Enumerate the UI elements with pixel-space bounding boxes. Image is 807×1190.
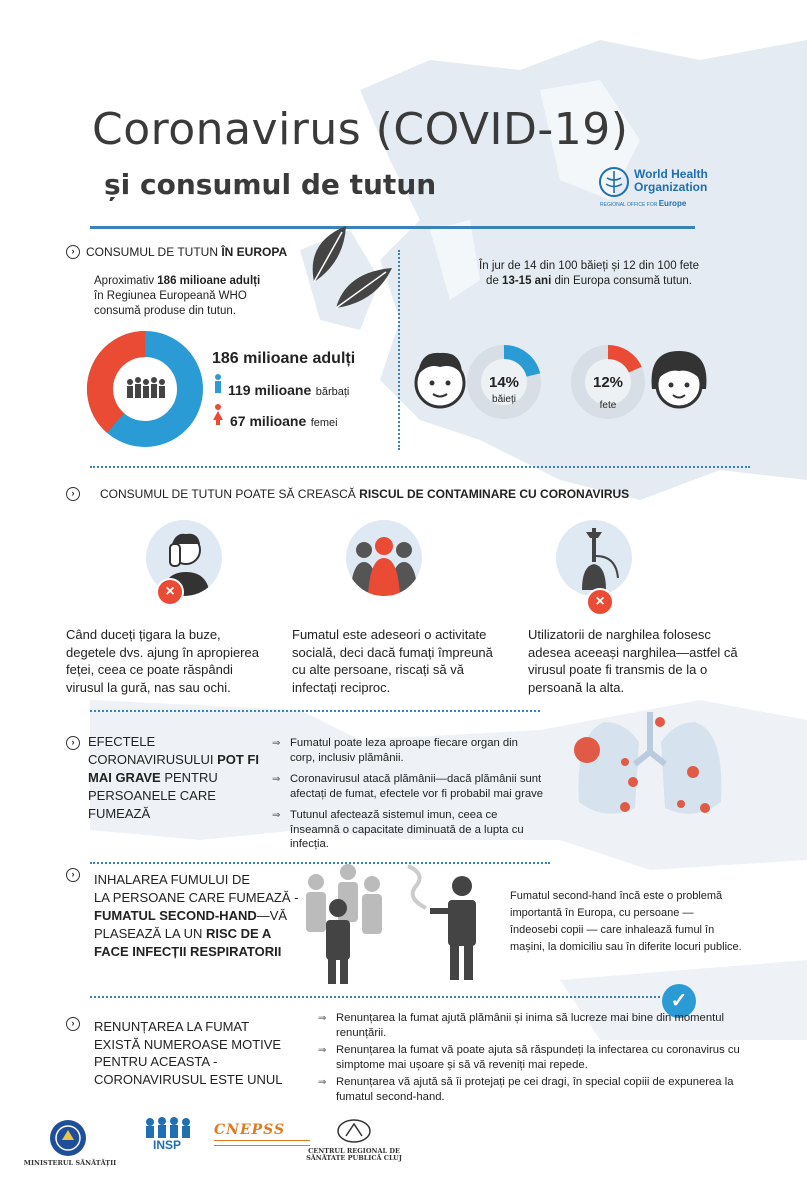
cnepss-logo bbox=[214, 1122, 310, 1146]
checkmark-icon: ✓ bbox=[662, 984, 696, 1018]
ministry-label: MINISTERUL SĂNĂTĂȚII bbox=[23, 1159, 117, 1167]
men-stat: 119 milioane bărbați bbox=[228, 382, 350, 398]
chevron-right-icon: › bbox=[66, 736, 80, 750]
social-smoking-illustration bbox=[346, 520, 422, 596]
benefit-item-3: Renunțarea vă ajută să îi protejați pe cei dragi, în special copiii de expunerea la fumatul second-hand. bbox=[336, 1076, 734, 1103]
hookah-illustration bbox=[556, 520, 632, 596]
chevron-right-icon: › bbox=[66, 487, 80, 501]
cluj-center-emblem-icon bbox=[336, 1118, 372, 1144]
insp-logo bbox=[140, 1116, 194, 1152]
cluj-center-label: CENTRUL REGIONAL DE SĂNĂTATE PUBLICĂ CLUJ bbox=[306, 1147, 402, 1162]
quit-benefits-list: ⇒ Renunțarea la fumat ajută plămânii și inima să lucreze mai bine din momentul renunțării. ⇒ Renunțarea la fumat vă poate ajuta să răspundeți la infectarea cu coronavirus cu simptome mai ușoare și să vă reveniți mai repede. ⇒ Renunțarea vă ajută să îi protejați pe cei dragi, în special copiii de expunerea la fumatul second-hand. bbox=[318, 1011, 758, 1111]
section2-heading: CONSUMUL DE TUTUN POATE SĂ CREASCĂ RISCUL DE CONTAMINARE CU CORONAVIRUS bbox=[100, 487, 630, 501]
cnepss-tagline-lines bbox=[214, 1140, 310, 1146]
section-divider bbox=[90, 996, 660, 998]
chevron-right-icon: › bbox=[66, 868, 80, 882]
boys-label: băieți bbox=[492, 394, 516, 405]
lungs-virus-illustration bbox=[565, 712, 735, 827]
secondhand-text: Fumatul second-hand încă este o problemă importantă în Europa, cu persoane — îndeosebi copii — care inhalează fumul în mașini, la domiciliu sau în diferite locuri publice. bbox=[510, 890, 742, 953]
smoker-icon bbox=[430, 876, 476, 980]
risk-x-icon: × bbox=[586, 588, 614, 616]
section1-heading: CONSUMUL DE TUTUN ÎN EUROPA bbox=[86, 245, 288, 259]
risk-text-1: Când duceți țigara la buze, degetele dvs. ajung în apropierea feței, ceea ce poate răspândi virusul la gură, nas sau ochi. bbox=[66, 627, 259, 695]
woman-icon bbox=[212, 404, 224, 426]
section1-divider bbox=[398, 250, 400, 450]
benefit-item-1: Renunțarea la fumat ajută plămânii și inima să lucreze mai bine din momentul renunțării. bbox=[336, 1012, 725, 1039]
section5-heading: RENUNȚAREA LA FUMAT EXISTĂ NUMEROASE MOTIVE PENTRU ACEASTA - CORONAVIRUSUL ESTE UNUL bbox=[94, 1019, 283, 1087]
section4-heading: INHALAREA FUMULUI DE LA PERSOANE CARE FUMEAZĂ - FUMATUL SECOND-HAND—VĂ PLASEAZĂ LA UN RISC DE A FACE INFECȚII RESPIRATORII bbox=[94, 872, 299, 959]
risk-text-2: Fumatul este adeseori o activitate socială, deci dacă fumați împreună cu alte persoane, riscați să vă infectați reciproc. bbox=[292, 627, 493, 695]
risk-text-3: Utilizatorii de narghilea folosesc adesea aceeași narghilea—astfel că virusul poate fi transmis de la o persoană la alta. bbox=[528, 627, 738, 695]
women-segment bbox=[100, 344, 145, 423]
girls-label: fete bbox=[599, 400, 617, 411]
who-region-europe: Europe bbox=[658, 199, 687, 208]
effect-item-3: Tutunul afectează sistemul imun, ceea ce înseamnă o capacitate diminuată de a lupta cu infecția. bbox=[290, 809, 524, 850]
who-region-label: REGIONAL OFFICE FOR bbox=[600, 202, 658, 208]
who-name-line2: Organization bbox=[634, 180, 708, 194]
benefit-item-2: Renunțarea la fumat vă poate ajuta să răspundeți la infectarea cu coronavirus cu simptome mai ușoare și să vă reveniți mai repede. bbox=[336, 1044, 740, 1071]
who-name-line1: World Health bbox=[634, 167, 708, 181]
section1-intro: Aproximativ 186 milioane adulți în Regiunea Europeană WHO consumă produse din tutun. bbox=[94, 275, 261, 317]
who-emblem-icon bbox=[598, 166, 630, 198]
man-icon bbox=[212, 374, 224, 394]
ministry-seal-icon bbox=[46, 1118, 90, 1158]
group-people-icon bbox=[346, 520, 422, 596]
section3-heading: EFECTELE CORONAVIRUSULUI POT FI MAI GRAVE PENTRU PERSOANELE CARE FUMEAZĂ bbox=[88, 734, 259, 821]
boy-face-icon bbox=[410, 345, 470, 415]
effect-item-1: Fumatul poate leza aproape fiecare organ din corp, inclusiv plămânii. bbox=[290, 737, 518, 764]
insp-label: INSP bbox=[152, 1138, 181, 1152]
effect-item-2: Coronavirusul atacă plămânii—dacă plămânii sunt afectați de fumat, efectele vor fi probabil mai grave bbox=[290, 773, 544, 800]
chevron-right-icon: › bbox=[66, 245, 80, 259]
adults-donut-chart bbox=[86, 330, 204, 448]
boys-pct: 14% bbox=[488, 374, 520, 391]
women-stat: 67 milioane femei bbox=[230, 413, 338, 429]
who-logo bbox=[598, 166, 708, 206]
tobacco-leaf-icon bbox=[296, 222, 396, 322]
secondhand-smoke-illustration bbox=[296, 858, 506, 988]
chevron-right-icon: › bbox=[66, 1017, 80, 1031]
effects-list: ⇒ Fumatul poate leza aproape fiecare organ din corp, inclusiv plămânii. ⇒ Coronavirusul atacă plămânii—dacă plămânii sunt afectați de fumat, efectele vor fi probabil mai grave ⇒ Tutunul afectează sistemul imun, ceea ce înseamnă o capacitate diminuată de a lupta cu infecția. bbox=[272, 736, 572, 856]
cnepss-label: CNEPSS bbox=[214, 1122, 286, 1138]
section-divider bbox=[90, 466, 750, 468]
section-divider bbox=[90, 710, 540, 712]
adults-total: 186 milioane adulți bbox=[212, 350, 356, 367]
people-group-icon bbox=[140, 1116, 194, 1140]
youth-stat-text: În jur de 14 din 100 băieți și 12 din 100 fete de 13-15 ani din Europa consumă tutun. bbox=[479, 260, 699, 287]
page-subtitle: și consumul de tutun bbox=[104, 168, 437, 201]
page-title: Coronavirus (COVID-19) bbox=[92, 104, 629, 155]
risk-x-icon: × bbox=[156, 578, 184, 606]
girl-face-icon bbox=[646, 345, 712, 415]
crowd-icon bbox=[127, 377, 165, 398]
hookah-icon bbox=[556, 520, 632, 596]
girls-pct: 12% bbox=[592, 374, 624, 391]
